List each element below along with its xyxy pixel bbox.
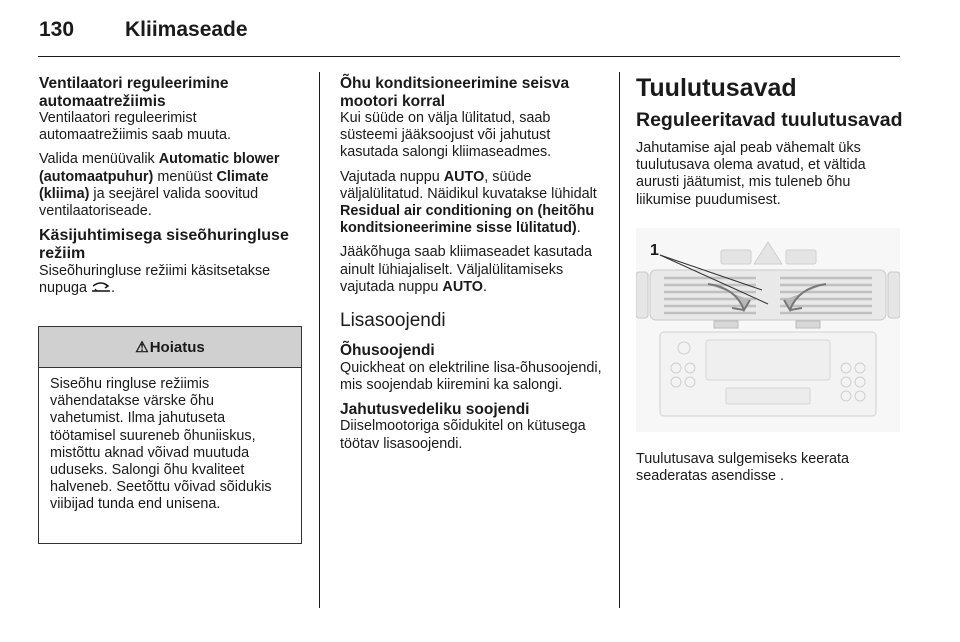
menu-option: Automatic blower (automaatpuhur) — [39, 151, 280, 185]
text: Valida menüüvalik — [39, 151, 159, 168]
text: Vajutada nuppu — [340, 168, 444, 185]
section-heading-air-heater: Õhusoojendi — [340, 342, 435, 360]
warning-header — [39, 327, 301, 368]
paragraph-air-heater: Quickheat on elektriline lisa-õhusoojendi, mis soojendab kiiremini ka salongi. — [340, 359, 602, 393]
recirculation-icon — [91, 282, 111, 299]
paragraph-fan: Ventilaatori reguleerimist automaatrežiimis saab muuta. — [39, 110, 231, 144]
warning-title: Hoiatus — [149, 338, 205, 356]
section-heading-adjustable-vents: Reguleeritavad tuulutusavad — [636, 109, 903, 131]
paragraph-menu — [39, 151, 305, 220]
text: . — [576, 220, 581, 237]
section-heading-auxiliary: Lisasoojendi — [340, 310, 446, 332]
warning-box — [38, 326, 302, 544]
text: Siseõhuringluse režiimi käsitsetakse nupuga — [39, 263, 271, 297]
text: . — [111, 280, 116, 297]
button-name: AUTO — [443, 168, 485, 185]
text: ja seejärel valida soovitud ventilaatoriseade. — [39, 185, 259, 220]
page-header — [39, 18, 248, 46]
paragraph-coolant-heater: Diiselmootoriga sõidukitel on kütusega töötav lisasoojendi. — [340, 418, 586, 452]
section-heading-coolant-heater: Jahutusvedeliku soojendi — [340, 400, 530, 418]
figure-callout-label: 1 — [650, 242, 659, 259]
display-message: Residual air conditioning on (heitõhu konditsioneerimine sisse lülitatud) — [340, 203, 595, 237]
paragraph-residual-2 — [340, 169, 608, 238]
section-heading-fan: Ventilaatori reguleerimine automaatrežiimis — [39, 75, 229, 110]
paragraph-adjustable-vents: Jahutamise ajal peab vähemalt üks tuulutusava olema avatud, et vältida aurusti jäätumist, mis tuleneb õhu liikumise puudumisest. — [636, 140, 866, 208]
text: , süüde väljalülitatud. Näidikul kuvatakse lühidalt — [340, 168, 597, 202]
paragraph-residual-1: Kui süüde on välja lülitatud, saab süsteemi jääksoojust või jahutust kasutada salongi kliimaseadmes. — [340, 110, 552, 161]
column-3 — [636, 74, 904, 216]
header-rule — [38, 56, 900, 57]
section-heading-vents: Tuulutusavad — [636, 74, 797, 102]
column-divider-1 — [319, 72, 320, 608]
text: menüüst — [153, 168, 217, 185]
button-name: AUTO — [442, 278, 483, 295]
paragraph-residual-3 — [340, 244, 608, 296]
menu-name: Climate (kliima) — [39, 168, 269, 202]
warning-body: Siseõhu ringluse režiimis vähendatakse värske õhu vahetumist. Ilma jahutuseta töötamisel suureneb õhuniiskus, mistõttu aknad võivad muutuda uduseks. Salongi õhu kvaliteet halveneb. Seetõttu võivad sõidukis viibijad tunda end unisena. — [50, 376, 272, 513]
page-number: 130 — [39, 18, 75, 41]
section-heading-residual: Õhu konditsioneerimine seisva mootori korral — [340, 75, 570, 110]
text: Tuulutusava sulgemiseks keerata seaderatas asendisse — [636, 451, 850, 485]
warning-icon: ⚠ — [135, 339, 149, 356]
text: Jääkõhuga saab kliimaseadet kasutada ainult lühiajaliselt. Väljalülitamiseks vajutada nuppu — [340, 244, 593, 295]
text: . — [482, 278, 487, 295]
section-heading-recirculation: Käsijuhtimisega siseõhuringluse režiim — [39, 227, 289, 263]
text: . — [780, 468, 784, 485]
page-title: Kliimaseade — [125, 18, 248, 41]
column-1 — [39, 75, 305, 307]
vent-figure — [636, 228, 900, 432]
column-divider-2 — [619, 72, 620, 608]
column-2 — [340, 75, 608, 460]
paragraph-recirculation — [39, 263, 305, 299]
paragraph-close-vent — [636, 451, 904, 485]
